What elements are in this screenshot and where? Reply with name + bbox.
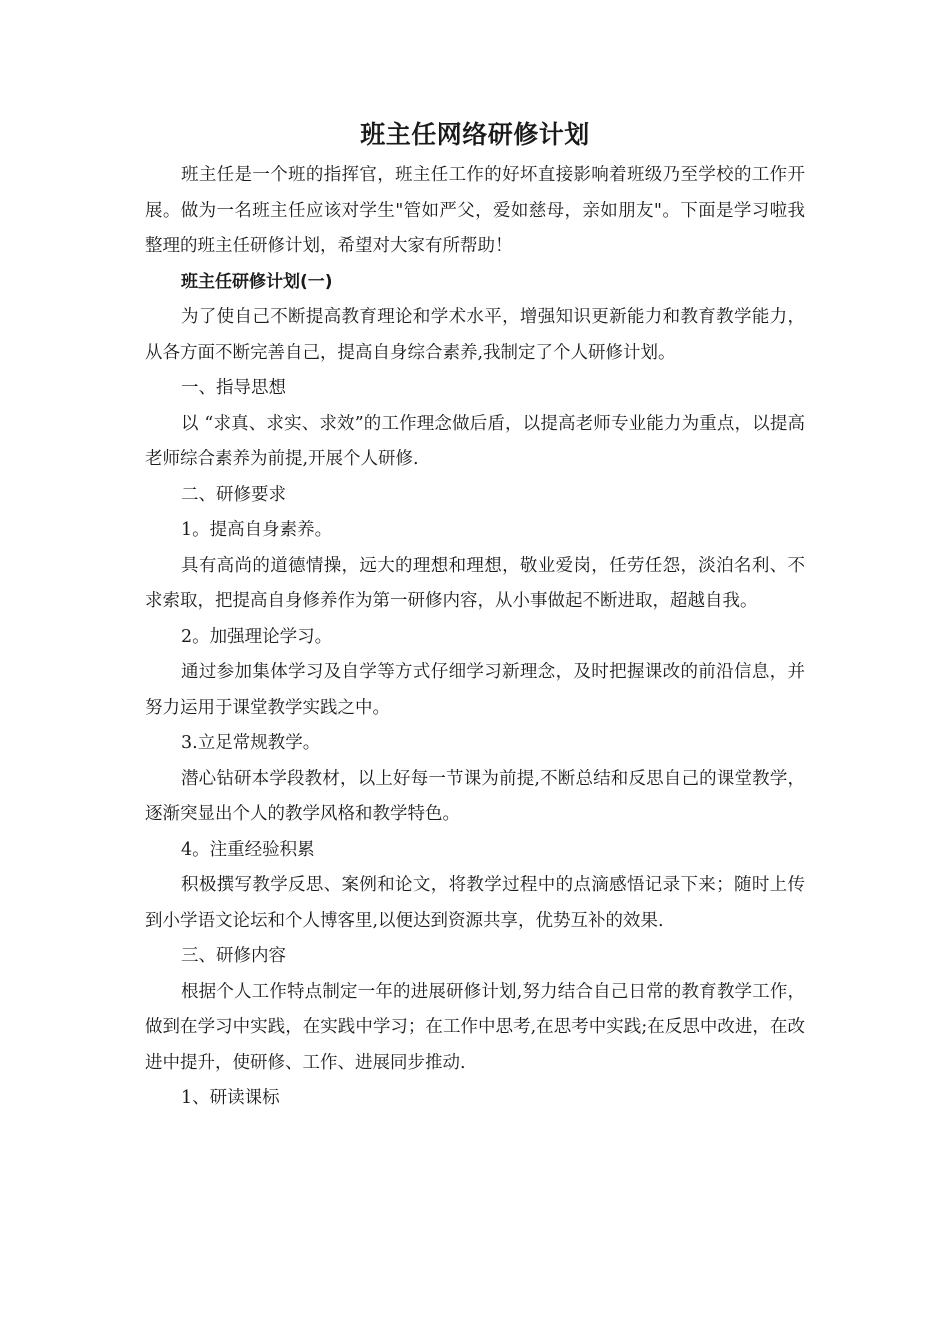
paragraph: 班主任是一个班的指挥官，班主任工作的好坏直接影响着班级乃至学校的工作开展。做为一名班主任应该对学生"管如严父，爱如慈母，亲如朋友"。下面是学习啦我整理的班主任研修计划，希望对大家有所帮助！ [145,165,805,256]
paragraph: 具有高尚的道德情操，远大的理想和理想，敬业爱岗，任劳任怨，淡泊名利、不求索取，把提高自身修养作为第一研修内容，从小事做起不断进取，超越自我。 [145,555,805,611]
subsection-heading: 2。加强理论学习。 [181,626,333,647]
subsection-heading: 1、研读课标 [181,1088,280,1108]
paragraph: 根据个人工作特点制定一年的进展研修计划,努力结合自己日常的教育教学工作，做到在学习中实践，在实践中学习；在工作中思考,在思考中实践;在反思中改进，在改进中提升，使研修、工作、进展同步推动. [145,981,805,1073]
paragraph: 以 “求真、求实、求效”的工作理念做后盾，以提高老师专业能力为重点，以提高老师综合素养为前提,开展个人研修. [145,413,805,469]
section-heading: 三、研修内容 [181,946,286,966]
section-heading: 班主任研修计划(一) [181,271,333,292]
document-title: 班主任网络研修计划 [360,120,590,149]
section-heading: 一、指导思想 [181,378,286,398]
paragraph: 积极撰写教学反思、案例和论文，将教学过程中的点滴感悟记录下来；随时上传到小学语文论坛和个人博客里,以便达到资源共享，优势互补的效果. [145,875,805,931]
paragraph: 通过参加集体学习及自学等方式仔细学习新理念，及时把握课改的前沿信息，并努力运用于课堂教学实践之中。 [145,662,805,718]
subsection-heading: 3.立足常规教学。 [181,733,321,753]
paragraph: 潜心钻研本学段教材，以上好每一节课为前提,不断总结和反思自己的课堂教学，逐渐突显出个人的教学风格和教学特色。 [145,768,805,824]
subsection-heading: 1。提高自身素养。 [181,520,333,540]
document-page [145,112,805,1117]
subsection-heading: 4。注重经验积累 [181,839,315,860]
document-body [145,158,805,1117]
section-heading: 二、研修要求 [181,484,286,505]
paragraph: 为了使自己不断提高教育理论和学术水平，增强知识更新能力和教育教学能力，从各方面不断完善自己，提高自身综合素养,我制定了个人研修计划。 [145,307,805,363]
